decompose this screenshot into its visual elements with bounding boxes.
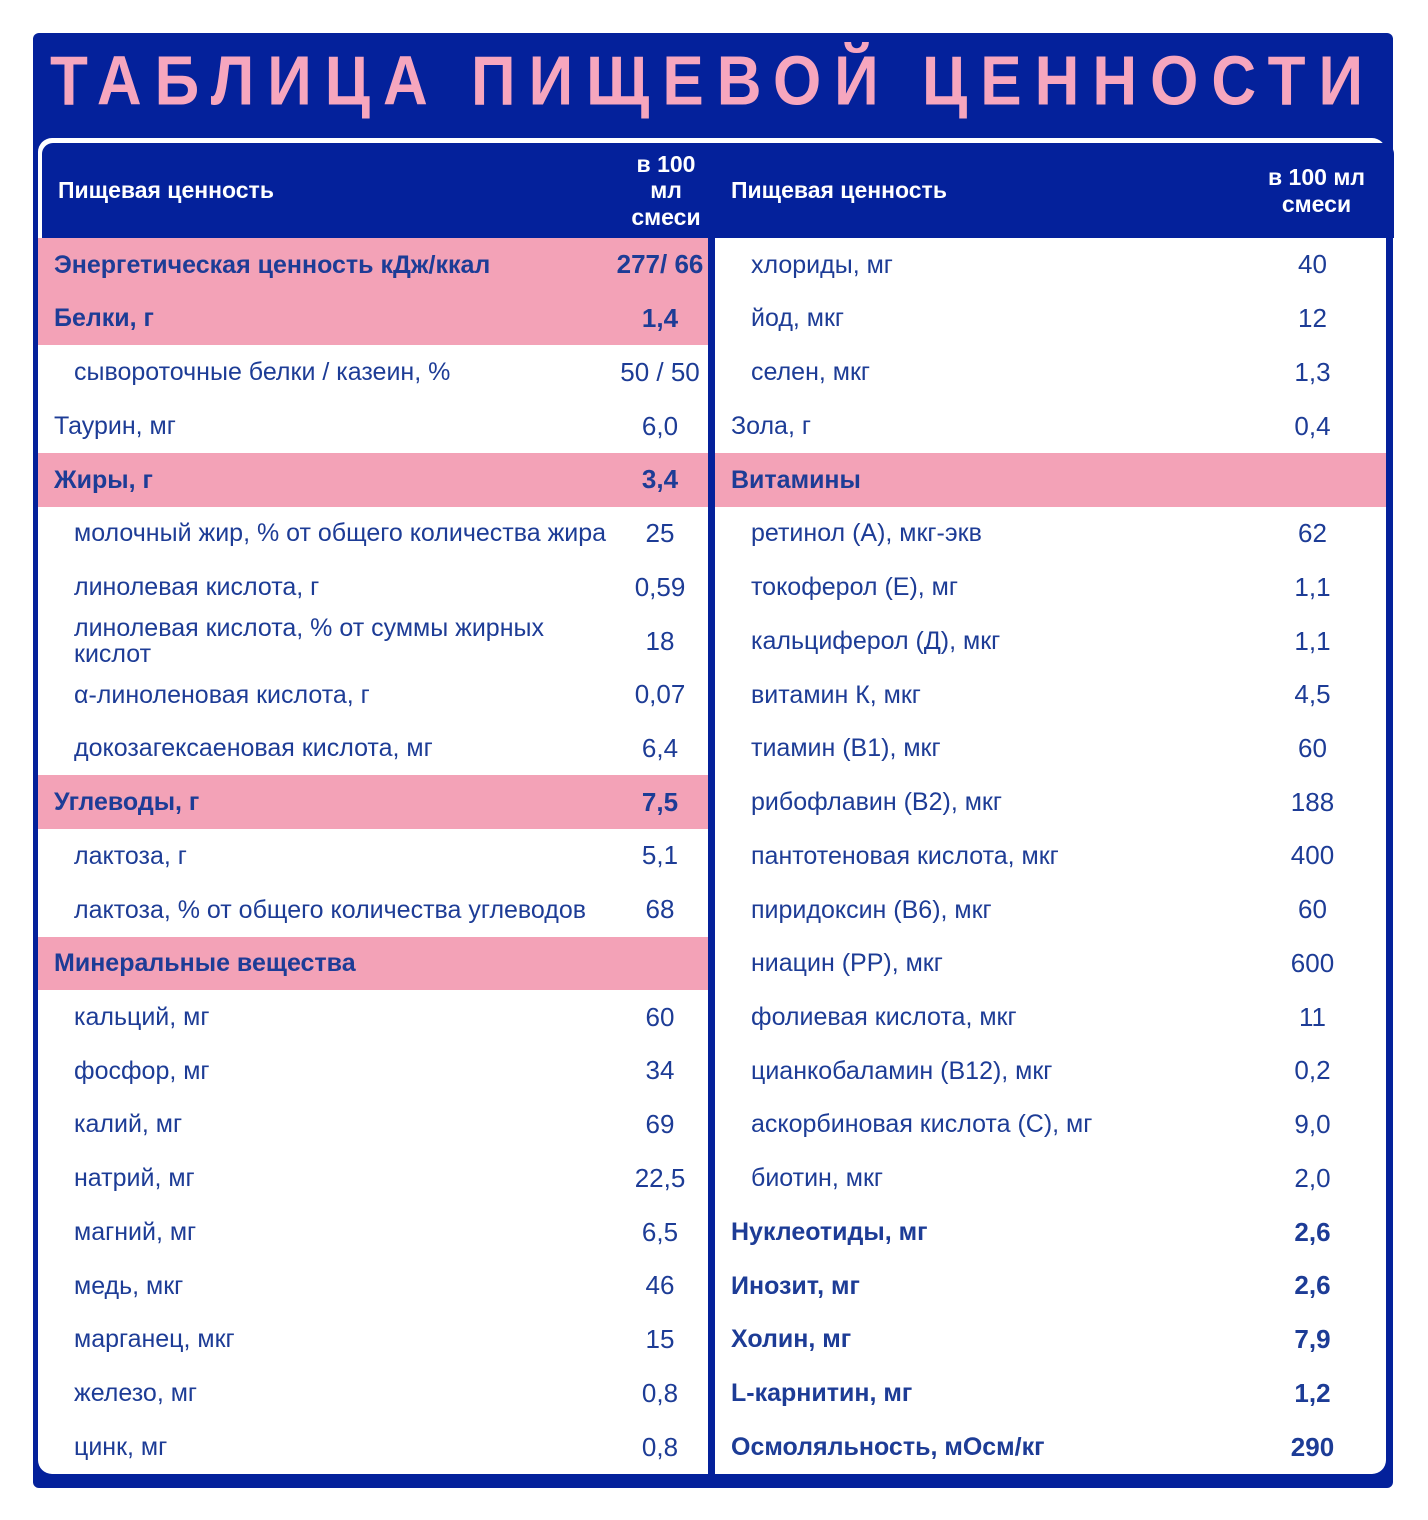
nutrient-label: молочный жир, % от общего количества жира — [74, 519, 607, 548]
nutrient-label: токоферол (Е), мг — [751, 573, 958, 602]
nutrient-value: 0,8 — [641, 1377, 679, 1408]
table-row — [715, 668, 1386, 722]
nutrient-label: Жиры, г — [54, 465, 153, 494]
nutrient-value: 25 — [645, 518, 675, 549]
table-row — [38, 937, 708, 991]
nutrient-value: 40 — [1298, 249, 1327, 280]
nutrient-value: 7,9 — [1294, 1324, 1331, 1355]
table-row — [38, 883, 708, 937]
table-row — [715, 453, 1386, 507]
nutrient-label: тиамин (В1), мкг — [751, 734, 941, 763]
nutrient-value: 69 — [645, 1109, 675, 1140]
nutrient-label: Инозит, мг — [731, 1271, 860, 1300]
nutrient-label: магний, мг — [74, 1217, 197, 1246]
nutrient-label: линолевая кислота, г — [74, 573, 320, 602]
nutrient-label: медь, мкг — [74, 1271, 184, 1300]
table-row — [715, 1098, 1386, 1152]
nutrient-value: 0,07 — [634, 679, 686, 710]
nutrient-value: 2,6 — [1294, 1270, 1331, 1301]
table-row — [38, 399, 708, 453]
nutrient-label: аскорбиновая кислота (С), мг — [751, 1110, 1093, 1139]
nutrient-label: фосфор, мг — [74, 1056, 210, 1085]
table-row — [38, 1098, 708, 1152]
nutrient-value: 188 — [1290, 786, 1335, 817]
nutrient-value: 18 — [645, 625, 675, 656]
table-row — [715, 1205, 1386, 1259]
table-row — [715, 775, 1386, 829]
table-row — [38, 829, 708, 883]
nutrient-value: 6,0 — [641, 410, 679, 441]
table-row — [715, 829, 1386, 883]
table-row — [715, 883, 1386, 937]
nutrient-value: 46 — [645, 1270, 675, 1301]
nutrient-value: 5,1 — [641, 840, 679, 871]
table-row — [38, 238, 708, 292]
table-row — [715, 238, 1386, 292]
table-row — [715, 937, 1386, 991]
nutrient-label: докозагексаеновая кислота, мг — [74, 734, 433, 763]
left-column-header-nutrient: Пищевая ценность — [42, 143, 623, 238]
table-row — [38, 453, 708, 507]
nutrient-label: витамин К, мкг — [751, 680, 921, 709]
table-row — [715, 990, 1386, 1044]
table-row — [38, 990, 708, 1044]
table-row — [38, 722, 708, 776]
nutrient-label: ниацин (РР), мкг — [751, 949, 943, 978]
nutrient-label: Осмоляльность, мОсм/кг — [731, 1432, 1045, 1461]
table-row — [715, 345, 1386, 399]
table-row — [715, 399, 1386, 453]
nutrient-label: Холин, мг — [731, 1325, 852, 1354]
nutrient-label: Витамины — [731, 465, 861, 494]
nutrient-label: биотин, мкг — [751, 1164, 883, 1193]
nutrient-value: 600 — [1290, 947, 1335, 978]
page-title: ТАБЛИЦА ПИЩЕВОЙ ЦЕННОСТИ — [49, 43, 1377, 121]
nutrient-value: 1,3 — [1294, 356, 1331, 387]
nutrient-value: 2,6 — [1294, 1216, 1331, 1247]
nutrient-label: лактоза, г — [74, 841, 187, 870]
nutrient-label: марганец, мкг — [74, 1325, 235, 1354]
nutrient-label: Белки, г — [54, 304, 154, 333]
nutrient-label: хлориды, мг — [751, 250, 893, 279]
table-row — [715, 292, 1386, 346]
nutrient-value: 2,0 — [1294, 1162, 1331, 1193]
nutrient-value: 400 — [1290, 840, 1335, 871]
table-row — [715, 1151, 1386, 1205]
nutrient-value: 277/ 66 — [616, 249, 704, 280]
nutrient-label: линолевая кислота, % от суммы жирных кислот — [74, 613, 544, 668]
nutrient-value: 3,4 — [641, 464, 679, 495]
nutrient-label: Таурин, мг — [54, 411, 176, 440]
table-row — [38, 1259, 708, 1313]
nutrient-value: 22,5 — [634, 1162, 686, 1193]
nutrient-value: 0,8 — [641, 1431, 679, 1462]
table-row — [38, 668, 708, 722]
nutrient-value: 50 / 50 — [620, 356, 700, 387]
nutrient-label: сывороточные белки / казеин, % — [74, 358, 451, 387]
nutrient-value: 34 — [645, 1055, 675, 1086]
nutrient-label: пантотеновая кислота, мкг — [751, 841, 1059, 870]
nutrient-value: 0,4 — [1294, 410, 1331, 441]
table-row — [715, 1366, 1386, 1420]
table-row — [38, 1044, 708, 1098]
nutrient-label: лактоза, % от общего количества углеводов — [74, 895, 587, 924]
nutrient-value: 60 — [1298, 732, 1327, 763]
nutrient-value: 60 — [1298, 894, 1327, 925]
nutrient-value: 0,59 — [634, 571, 686, 602]
nutrient-label: цинк, мг — [74, 1432, 168, 1461]
nutrient-value: 12 — [1298, 303, 1327, 334]
left-column-header-amount: в 100 мл смеси — [612, 143, 720, 238]
nutrient-label: ретинол (А), мкг-экв — [751, 519, 982, 548]
table-row — [715, 1044, 1386, 1098]
nutrient-value: 290 — [1290, 1431, 1335, 1462]
nutrient-label: селен, мкг — [751, 358, 871, 387]
right-column-header-nutrient: Пищевая ценность — [715, 143, 1250, 238]
nutrient-label: Энергетическая ценность кДж/ккал — [54, 250, 491, 279]
nutrient-label: фолиевая кислота, мкг — [751, 1003, 1017, 1032]
nutrient-value: 4,5 — [1294, 679, 1331, 710]
table-row — [715, 507, 1386, 561]
nutrient-value: 60 — [645, 1001, 675, 1032]
nutrient-label: α-линоленовая кислота, г — [74, 680, 370, 709]
table-row — [715, 1420, 1386, 1474]
table-row — [38, 614, 708, 668]
table-row — [38, 345, 708, 399]
nutrient-label: кальциферол (Д), мкг — [751, 626, 1001, 655]
nutrient-value: 6,4 — [641, 732, 679, 763]
nutrient-value: 11 — [1299, 1001, 1326, 1032]
nutrient-label: железо, мг — [74, 1379, 198, 1408]
nutrition-table — [38, 138, 1386, 1474]
table-row — [38, 507, 708, 561]
table-row — [38, 775, 708, 829]
nutrient-value: 0,2 — [1294, 1055, 1331, 1086]
nutrient-value: 1,4 — [641, 303, 679, 334]
table-row — [38, 1205, 708, 1259]
table-row — [38, 560, 708, 614]
table-row — [715, 1313, 1386, 1367]
nutrient-label: калий, мг — [74, 1110, 183, 1139]
left-rows-container — [38, 238, 708, 1474]
column-divider — [708, 238, 715, 1474]
nutrient-label: Углеводы, г — [54, 788, 200, 817]
nutrient-label: Минеральные вещества — [54, 949, 356, 978]
nutrient-value: 7,5 — [641, 786, 679, 817]
table-row — [715, 614, 1386, 668]
nutrient-label: Нуклеотиды, мг — [731, 1217, 928, 1246]
nutrient-label: йод, мкг — [751, 304, 845, 333]
table-row — [38, 1151, 708, 1205]
nutrient-label: натрий, мг — [74, 1164, 195, 1193]
nutrient-label: L-карнитин, мг — [731, 1379, 913, 1408]
nutrient-value: 6,5 — [641, 1216, 679, 1247]
table-row — [715, 1259, 1386, 1313]
nutrient-value: 1,1 — [1294, 625, 1331, 656]
nutrient-label: кальций, мг — [74, 1003, 210, 1032]
right-column-header-amount: в 100 мл смеси — [1239, 143, 1394, 238]
nutrient-value: 1,2 — [1294, 1377, 1331, 1408]
nutrient-label: цианкобаламин (В12), мкг — [751, 1056, 1053, 1085]
nutrient-label: Зола, г — [731, 411, 811, 440]
right-rows-container — [715, 238, 1386, 1474]
table-row — [38, 1366, 708, 1420]
table-row — [38, 1313, 708, 1367]
nutrient-label: рибофлавин (В2), мкг — [751, 788, 1002, 817]
table-row — [715, 722, 1386, 776]
nutrient-value: 68 — [645, 894, 675, 925]
table-row — [38, 292, 708, 346]
table-row — [38, 1420, 708, 1474]
nutrient-value: 9,0 — [1294, 1109, 1331, 1140]
table-row — [715, 560, 1386, 614]
nutrient-label: пиридоксин (В6), мкг — [751, 895, 992, 924]
nutrient-value: 15 — [645, 1324, 675, 1355]
nutrient-value: 62 — [1298, 518, 1327, 549]
nutrient-value: 1,1 — [1294, 571, 1331, 602]
